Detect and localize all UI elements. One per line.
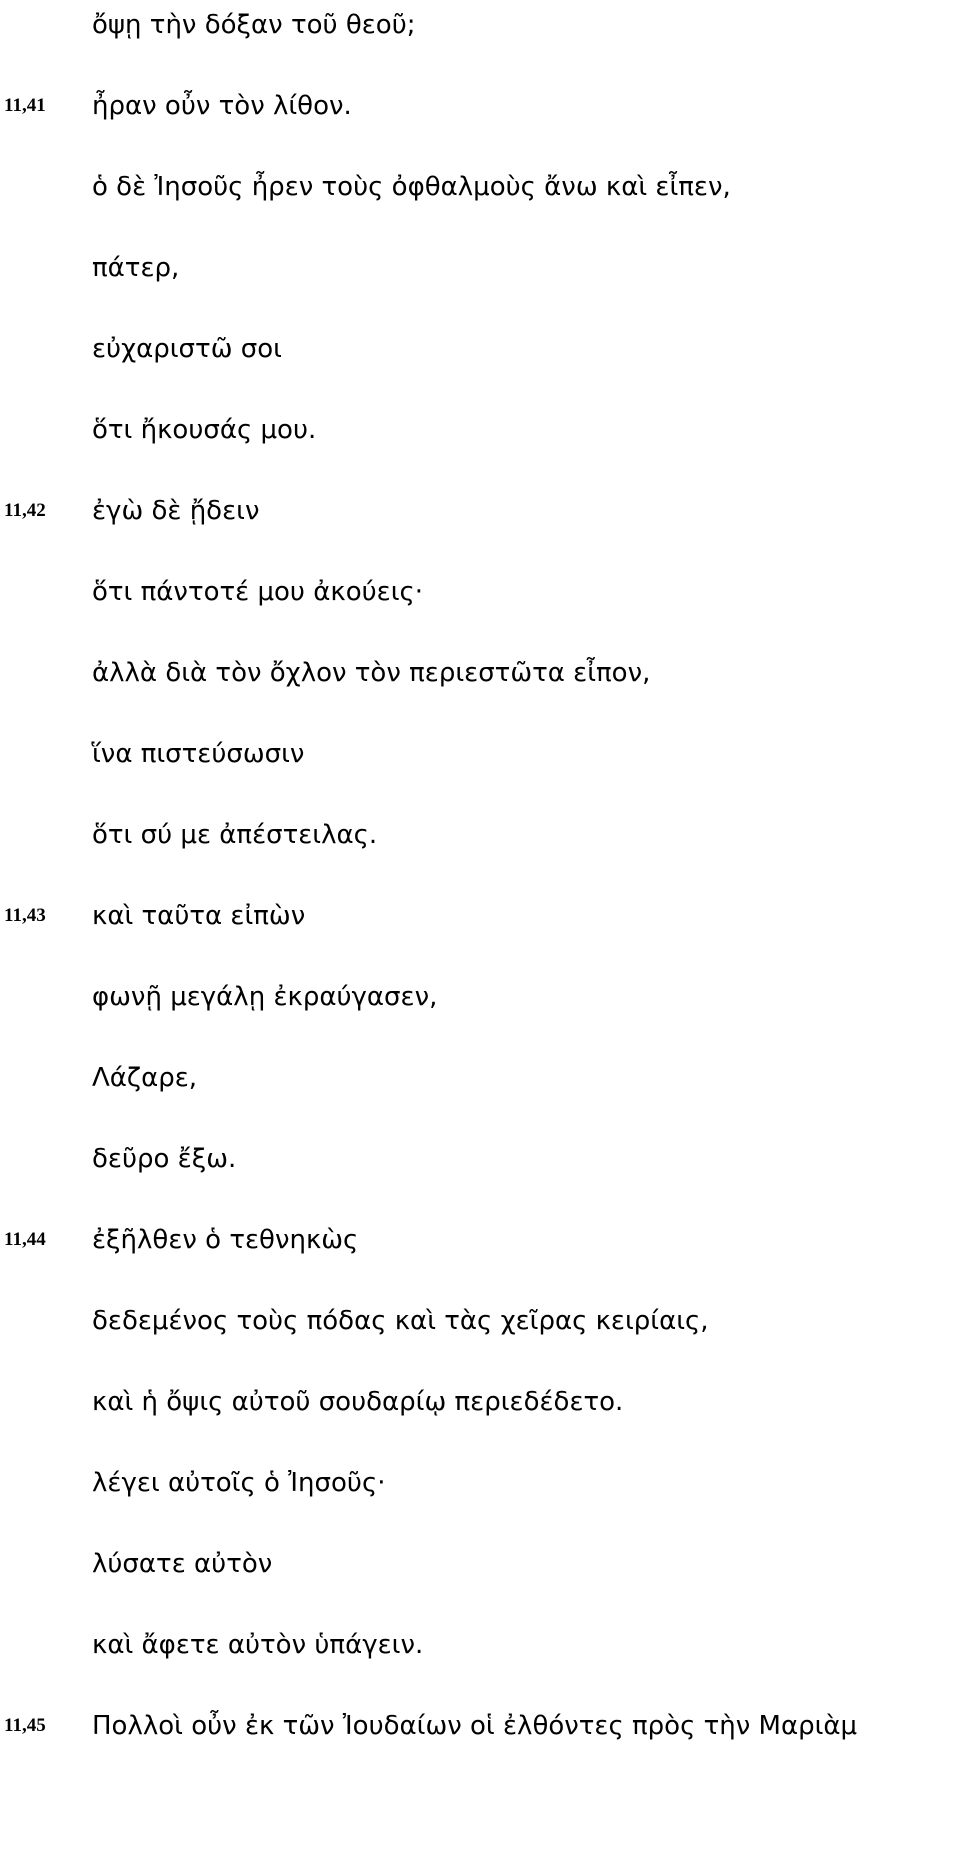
text-line [0, 405, 960, 455]
line-text: Πολλοὶ οὖν ἐκ τῶν Ἰουδαίων οἱ ἐλθόντες πρὸς τὴν Μαριὰμ [92, 1711, 858, 1741]
text-line [0, 1215, 960, 1265]
line-text: καὶ ταῦτα εἰπὼν [92, 901, 306, 931]
text-line [0, 648, 960, 698]
text-line [0, 1053, 960, 1103]
text-line [0, 1134, 960, 1184]
line-text: δεδεμένος τοὺς πόδας καὶ τὰς χεῖρας κειρίαις, [92, 1306, 709, 1336]
line-text: ὄψῃ τὴν δόξαν τοῦ θεοῦ; [92, 10, 416, 40]
line-text: ἐξῆλθεν ὁ τεθνηκὼς [92, 1225, 359, 1255]
line-text: δεῦρο ἔξω. [92, 1144, 237, 1174]
text-line [0, 243, 960, 293]
text-line [0, 567, 960, 617]
line-text: φωνῇ μεγάλῃ ἐκραύγασεν, [92, 982, 438, 1012]
line-text: ἐγὼ δὲ ᾔδειν [92, 496, 260, 526]
line-text: ὅτι ἤκουσάς μου. [92, 415, 317, 445]
line-text: λέγει αὐτοῖς ὁ Ἰησοῦς· [92, 1468, 386, 1498]
line-text: πάτερ, [92, 253, 180, 283]
verse-number: 11,45 [4, 1715, 46, 1736]
line-text: ὁ δὲ Ἰησοῦς ἦρεν τοὺς ὀφθαλμοὺς ἄνω καὶ εἶπεν, [92, 172, 731, 202]
text-line [0, 1701, 960, 1751]
text-line [0, 0, 960, 50]
verse-number: 11,42 [4, 500, 46, 521]
line-text: ἀλλὰ διὰ τὸν ὄχλον τὸν περιεστῶτα εἶπον, [92, 658, 651, 688]
verse-number: 11,43 [4, 905, 46, 926]
text-line [0, 1377, 960, 1427]
text-line [0, 486, 960, 536]
text-line [0, 891, 960, 941]
line-text: ἦραν οὖν τὸν λίθον. [92, 91, 352, 121]
text-line [0, 162, 960, 212]
text-line [0, 729, 960, 779]
line-text: ἵνα πιστεύσωσιν [92, 739, 305, 769]
line-text: εὐχαριστῶ σοι [92, 334, 282, 364]
line-text: καὶ ἡ ὄψις αὐτοῦ σουδαρίῳ περιεδέδετο. [92, 1387, 624, 1417]
text-line [0, 810, 960, 860]
text-line [0, 1458, 960, 1508]
line-text: ὅτι σύ με ἀπέστειλας. [92, 820, 378, 850]
line-text: Λάζαρε, [92, 1063, 198, 1093]
text-line [0, 1539, 960, 1589]
line-text: λύσατε αὐτὸν [92, 1549, 273, 1579]
text-line [0, 972, 960, 1022]
text-line [0, 1296, 960, 1346]
text-line [0, 1620, 960, 1670]
text-line [0, 81, 960, 131]
line-text: καὶ ἄφετε αὐτὸν ὑπάγειν. [92, 1630, 424, 1660]
text-line [0, 324, 960, 374]
verse-number: 11,41 [4, 95, 46, 116]
verse-number: 11,44 [4, 1229, 46, 1250]
line-text: ὅτι πάντοτέ μου ἀκούεις· [92, 577, 424, 607]
